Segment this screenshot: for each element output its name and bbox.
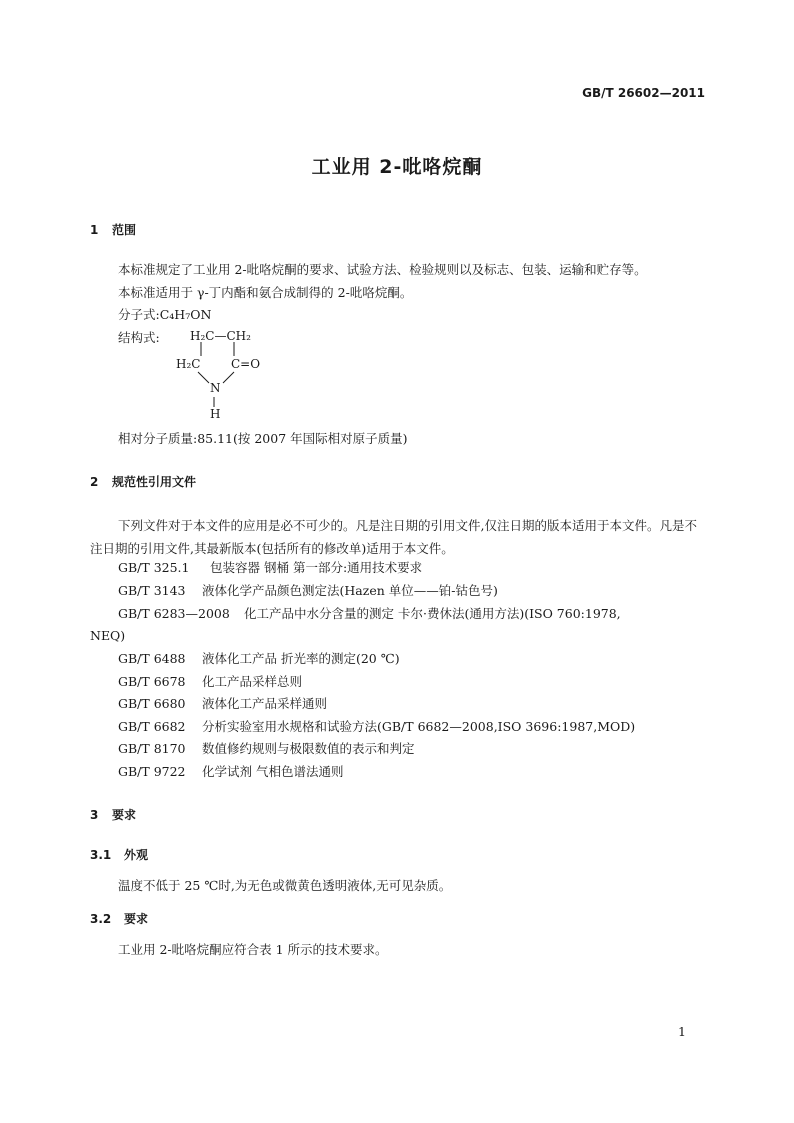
page-number: 1 bbox=[678, 1024, 686, 1039]
reference-item bbox=[118, 741, 415, 757]
reference-item bbox=[118, 696, 327, 712]
reference-item bbox=[118, 674, 302, 690]
standard-code: GB/T 26602—2011 bbox=[582, 86, 705, 100]
ref-code: GB/T 9722 bbox=[118, 764, 186, 779]
paragraph-intro: 下列文件对于本文件的应用是必不可少的。凡是注日期的引用文件,仅注日期的版本适用于本文件。凡是不注日期的引用文件,其最新版本(包括所有的修改单)适用于本文件。 bbox=[90, 518, 697, 556]
formula-value: C₄H₇ON bbox=[159, 307, 212, 322]
reference-item bbox=[118, 583, 498, 599]
reference-item bbox=[118, 606, 621, 622]
ref-title: 化工产品中水分含量的测定 卡尔·费休法(通用方法)(ISO 760:1978, bbox=[244, 606, 621, 621]
formula-label: 分子式: bbox=[118, 307, 160, 322]
section-number: 3 bbox=[90, 808, 99, 822]
subsection-title: 外观 bbox=[124, 848, 149, 862]
section-title: 规范性引用文件 bbox=[112, 475, 197, 489]
subsection-3-2-heading bbox=[90, 910, 148, 927]
molecular-formula bbox=[118, 307, 211, 323]
section-1-heading bbox=[90, 221, 136, 238]
structure-bonds bbox=[170, 325, 280, 425]
structure-right: C=O bbox=[231, 357, 261, 371]
ref-title: 化学试剂 气相色谱法通则 bbox=[202, 764, 344, 779]
ref-title: 分析实验室用水规格和试验方法(GB/T 6682—2008,ISO 3696:1987,MOD) bbox=[202, 719, 636, 734]
ref-title: 液体化学产品颜色测定法(Hazen 单位——铂-钴色号) bbox=[202, 583, 498, 598]
ref-code: GB/T 325.1 bbox=[118, 560, 190, 575]
molecular-mass: 相对分子质量:85.11(按 2007 年国际相对原子质量) bbox=[118, 431, 408, 446]
reference-item bbox=[118, 719, 635, 735]
section-2-heading bbox=[90, 473, 196, 490]
ref-title: 液体化工产品 折光率的测定(20 ℃) bbox=[202, 651, 400, 666]
paragraph: 本标准规定了工业用 2-吡咯烷酮的要求、试验方法、检验规则以及标志、包装、运输和贮存等。 bbox=[118, 262, 647, 277]
structure-label: 结构式: bbox=[118, 330, 160, 345]
structure-top: H₂C—CH₂ bbox=[190, 329, 251, 343]
ref-code: GB/T 8170 bbox=[118, 741, 186, 756]
section-3-heading bbox=[90, 806, 136, 823]
subsection-number: 3.1 bbox=[90, 848, 112, 862]
paragraph: 温度不低于 25 ℃时,为无色或微黄色透明液体,无可见杂质。 bbox=[118, 878, 452, 893]
structure-left: H₂C bbox=[176, 357, 201, 371]
ref-code: GB/T 6682 bbox=[118, 719, 186, 734]
bond-right-n bbox=[223, 372, 234, 383]
bond-left-n bbox=[198, 372, 209, 383]
subsection-3-1-heading bbox=[90, 846, 148, 863]
ref-title: 包装容器 钢桶 第一部分:通用技术要求 bbox=[210, 560, 423, 575]
ref-code: GB/T 6488 bbox=[118, 651, 186, 666]
ref-code: GB/T 6680 bbox=[118, 696, 186, 711]
reference-item bbox=[118, 651, 400, 667]
reference-continuation: NEQ) bbox=[90, 628, 126, 643]
ref-code: GB/T 6283—2008 bbox=[118, 606, 230, 621]
section-title: 要求 bbox=[112, 808, 137, 822]
ref-title: 化工产品采样总则 bbox=[202, 674, 303, 689]
section-number: 1 bbox=[90, 223, 99, 237]
reference-item bbox=[118, 560, 422, 576]
section-number: 2 bbox=[90, 475, 99, 489]
paragraph: 本标准适用于 γ-丁内酯和氨合成制得的 2-吡咯烷酮。 bbox=[118, 285, 413, 300]
page-title: 工业用 2-吡咯烷酮 bbox=[311, 156, 483, 178]
ref-code: GB/T 3143 bbox=[118, 583, 186, 598]
subsection-title: 要求 bbox=[124, 912, 149, 926]
structure-hydrogen: H bbox=[210, 407, 221, 421]
reference-item bbox=[118, 764, 343, 780]
ref-code: GB/T 6678 bbox=[118, 674, 186, 689]
paragraph: 工业用 2-吡咯烷酮应符合表 1 所示的技术要求。 bbox=[118, 942, 388, 957]
subsection-number: 3.2 bbox=[90, 912, 112, 926]
ref-title: 数值修约规则与极限数值的表示和判定 bbox=[202, 741, 415, 756]
structure-nitrogen: N bbox=[210, 381, 221, 395]
section-title: 范围 bbox=[112, 223, 137, 237]
ref-title: 液体化工产品采样通则 bbox=[202, 696, 328, 711]
